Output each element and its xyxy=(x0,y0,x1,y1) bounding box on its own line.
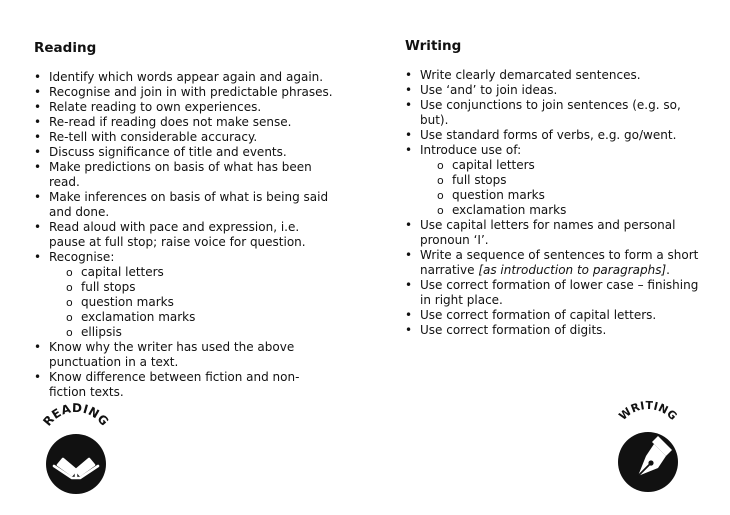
list-item: • Recognise: xyxy=(34,250,333,265)
list-item: punctuation in a text. xyxy=(49,355,179,369)
list-item-end: . xyxy=(666,263,670,277)
list-item: o full stops xyxy=(34,280,333,295)
list-item: • Write a sequence of sentences to form a short xyxy=(405,248,698,263)
list-item: • Use correct formation of capital letters. xyxy=(405,308,698,323)
list-item-text: narrative xyxy=(420,263,479,277)
reading-list xyxy=(34,70,333,400)
writing-list xyxy=(405,68,698,338)
list-item: • Discuss significance of title and events. xyxy=(34,145,333,160)
list-item: • Use correct formation of digits. xyxy=(405,323,698,338)
list-item: • Relate reading to own experiences. xyxy=(34,100,333,115)
list-item: • Introduce use of: xyxy=(405,143,698,158)
svg-text:READING xyxy=(40,401,111,429)
list-item: pause at full stop; raise voice for question. xyxy=(49,235,306,249)
list-item: • Identify which words appear again and again. xyxy=(34,70,333,85)
list-item: • Use conjunctions to join sentences (e.g. so, xyxy=(405,98,698,113)
reading-badge-label: READING xyxy=(40,400,112,429)
list-item: • Re-tell with considerable accuracy. xyxy=(34,130,333,145)
list-item-italic: [as introduction to paragraphs] xyxy=(478,263,667,277)
list-item: in right place. xyxy=(420,293,503,307)
writing-badge xyxy=(608,398,688,496)
list-item: • Use correct formation of lower case – finishing xyxy=(405,278,698,293)
list-item: o question marks xyxy=(34,295,333,310)
svg-text:WRITING xyxy=(616,399,679,423)
list-item: o ellipsis xyxy=(34,325,333,340)
list-item: • Use capital letters for names and personal xyxy=(405,218,698,233)
list-item: • Use standard forms of verbs, e.g. go/went. xyxy=(405,128,698,143)
reading-badge xyxy=(36,400,116,494)
list-item: and done. xyxy=(49,205,110,219)
list-item: o full stops xyxy=(405,173,698,188)
reading-heading: Reading xyxy=(34,40,97,56)
list-item: but). xyxy=(420,113,449,127)
list-item: • Use ‘and’ to join ideas. xyxy=(405,83,698,98)
list-item: • Recognise and join in with predictable phrases. xyxy=(34,85,333,100)
list-item: • Write clearly demarcated sentences. xyxy=(405,68,698,83)
writing-heading: Writing xyxy=(405,38,462,54)
list-item: o exclamation marks xyxy=(34,310,333,325)
list-item: o exclamation marks xyxy=(405,203,698,218)
list-item: pronoun ‘I’. xyxy=(420,233,489,247)
list-item: • Re-read if reading does not make sense. xyxy=(34,115,333,130)
list-item: • Make predictions on basis of what has been xyxy=(34,160,333,175)
list-item: fiction texts. xyxy=(49,385,124,399)
list-item: o question marks xyxy=(405,188,698,203)
list-item: o capital letters xyxy=(34,265,333,280)
list-item: • Read aloud with pace and expression, i.e. xyxy=(34,220,333,235)
list-item: o capital letters xyxy=(405,158,698,173)
writing-badge-label: WRITING xyxy=(616,398,680,424)
list-item: read. xyxy=(49,175,80,189)
list-item xyxy=(405,263,698,278)
list-item: • Know why the writer has used the above xyxy=(34,340,333,355)
list-item: • Know difference between fiction and non- xyxy=(34,370,333,385)
list-item: • Make inferences on basis of what is being said xyxy=(34,190,333,205)
